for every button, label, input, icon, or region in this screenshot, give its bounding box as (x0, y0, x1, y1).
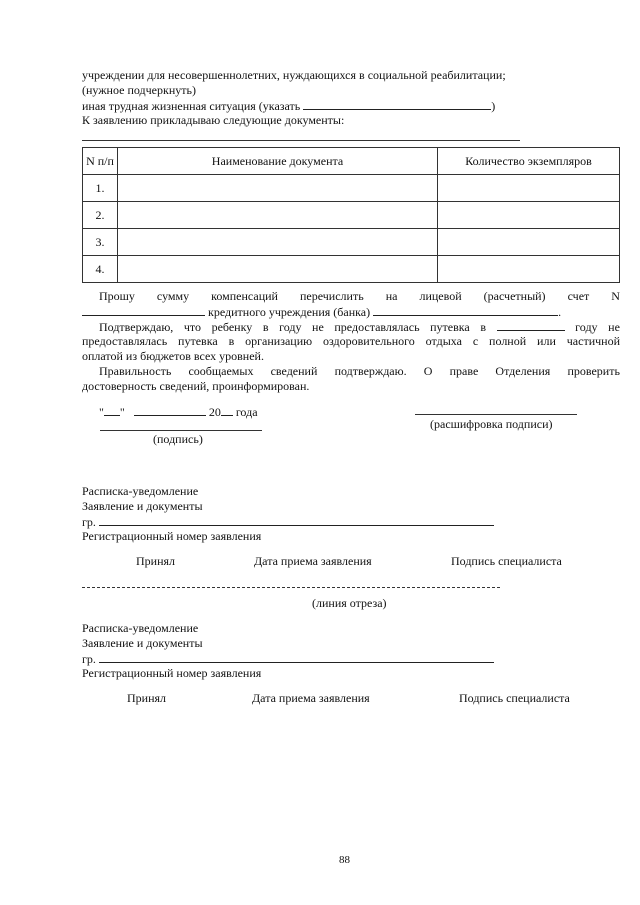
cut-line (82, 587, 500, 588)
year-prefix: 20 (208, 405, 221, 419)
header-quantity: Количество экземпляров (438, 148, 620, 175)
receipt2-citizen (82, 651, 494, 667)
word: подтверждаю. (334, 364, 407, 378)
bank-label: кредитного учреждения (банка) (208, 305, 371, 319)
table-header-row (83, 148, 620, 175)
word: О (423, 364, 433, 378)
confirm-line-3: оплатой из бюджетов всех уровней. (82, 349, 264, 363)
receipt2-accepted: Принял (127, 691, 167, 705)
word: Отделения (495, 364, 551, 378)
word: году (575, 320, 598, 334)
year-word: года (235, 405, 258, 419)
request-line-1 (99, 289, 620, 304)
table-row (83, 202, 620, 229)
receipt1-citizen (82, 514, 494, 530)
receipt2-specialist-signature: Подпись специалиста (459, 691, 570, 705)
day-field[interactable] (104, 404, 120, 416)
word: проверить (567, 364, 620, 378)
row-quantity-cell[interactable] (438, 229, 620, 256)
decode-caption: (расшифровка подписи) (430, 417, 553, 431)
signature-caption: (подпись) (153, 432, 203, 446)
table-row (83, 175, 620, 202)
row-quantity-cell[interactable] (438, 256, 620, 283)
row-doc-name-cell[interactable] (118, 175, 438, 202)
attached-docs-label: К заявлению прикладываю следующие документы: (82, 113, 345, 127)
word: сведений (270, 364, 318, 378)
date-line (99, 404, 258, 420)
other-situation-field[interactable] (303, 98, 491, 110)
word: счет (567, 289, 590, 303)
account-number-field[interactable] (82, 304, 205, 316)
word: лицевой (419, 289, 462, 303)
accuracy-line-1 (99, 364, 620, 379)
intro-other-situation (82, 98, 495, 114)
receipt1-reg-number: Регистрационный номер заявления (82, 529, 262, 543)
month-field[interactable] (134, 404, 206, 416)
intro-line-1: учреждении для несовершеннолетних, нуждающихся в социальной реабилитации; (82, 68, 506, 82)
receipt1-citizen-field[interactable] (99, 514, 494, 526)
word: не (608, 320, 620, 334)
table-row (83, 229, 620, 256)
word: ребенку (211, 320, 253, 334)
header-number: N п/п (83, 148, 118, 175)
header-doc-name: Наименование документа (118, 148, 438, 175)
row-quantity-cell[interactable] (438, 175, 620, 202)
quote: " (99, 405, 104, 419)
receipt2-docs: Заявление и документы (82, 636, 203, 650)
row-number: 4. (83, 256, 118, 283)
request-line-2 (82, 304, 561, 320)
citizen-label: гр. (82, 652, 96, 666)
word: сообщаемых (188, 364, 254, 378)
word: праве (449, 364, 479, 378)
row-number: 2. (83, 202, 118, 229)
word: году (279, 320, 302, 334)
row-number: 1. (83, 175, 118, 202)
bank-name-field[interactable] (373, 304, 558, 316)
confirm-line-2: предоставлялась путевка в организацию оздоровительного отдыха с полной или частичной (82, 334, 620, 348)
receipt1-accepted: Принял (136, 554, 176, 568)
row-quantity-cell[interactable] (438, 202, 620, 229)
other-situation-close: ) (491, 99, 496, 113)
row-number: 3. (83, 229, 118, 256)
word: в (480, 320, 487, 334)
accuracy-line-2: достоверность сведений, проинформирован. (82, 379, 310, 393)
word: Прошу (99, 289, 135, 303)
word: компенсаций (211, 289, 278, 303)
word: что (183, 320, 201, 334)
blank-line[interactable] (82, 140, 520, 141)
word: N (611, 289, 620, 303)
word: Правильность (99, 364, 172, 378)
word: на (385, 289, 398, 303)
receipt1-specialist-signature: Подпись специалиста (451, 554, 562, 568)
intro-underline-hint: (нужное подчеркнуть) (82, 83, 196, 97)
signature-field[interactable] (100, 430, 262, 431)
row-doc-name-cell[interactable] (118, 202, 438, 229)
word: путевка (430, 320, 470, 334)
receipt2-reg-number: Регистрационный номер заявления (82, 666, 262, 680)
documents-table (82, 147, 620, 283)
period: . (558, 305, 562, 319)
word: (расчетный) (483, 289, 546, 303)
receipt1-date: Дата приема заявления (254, 554, 372, 568)
confirm-line-1 (99, 319, 620, 335)
page-number: 88 (339, 854, 350, 866)
table-row (83, 256, 620, 283)
decode-signature-field[interactable] (415, 414, 577, 415)
receipt2-date: Дата приема заявления (252, 691, 370, 705)
receipt1-title: Расписка-уведомление (82, 484, 199, 498)
word: Подтверждаю, (99, 320, 174, 334)
word: в (262, 320, 269, 334)
word: не (312, 320, 324, 334)
citizen-label: гр. (82, 515, 96, 529)
row-doc-name-cell[interactable] (118, 229, 438, 256)
receipt1-docs: Заявление и документы (82, 499, 203, 513)
receipt2-citizen-field[interactable] (99, 651, 494, 663)
cut-line-label: (линия отреза) (312, 596, 387, 610)
word: перечислить (299, 289, 364, 303)
quote: " (119, 405, 125, 419)
receipt2-title: Расписка-уведомление (82, 621, 199, 635)
year-suffix-field[interactable] (221, 404, 233, 416)
row-doc-name-cell[interactable] (118, 256, 438, 283)
other-situation-label: иная трудная жизненная ситуация (указать (82, 99, 301, 113)
word: сумму (156, 289, 190, 303)
word: предоставлялась (334, 320, 420, 334)
year-field[interactable] (497, 319, 565, 331)
